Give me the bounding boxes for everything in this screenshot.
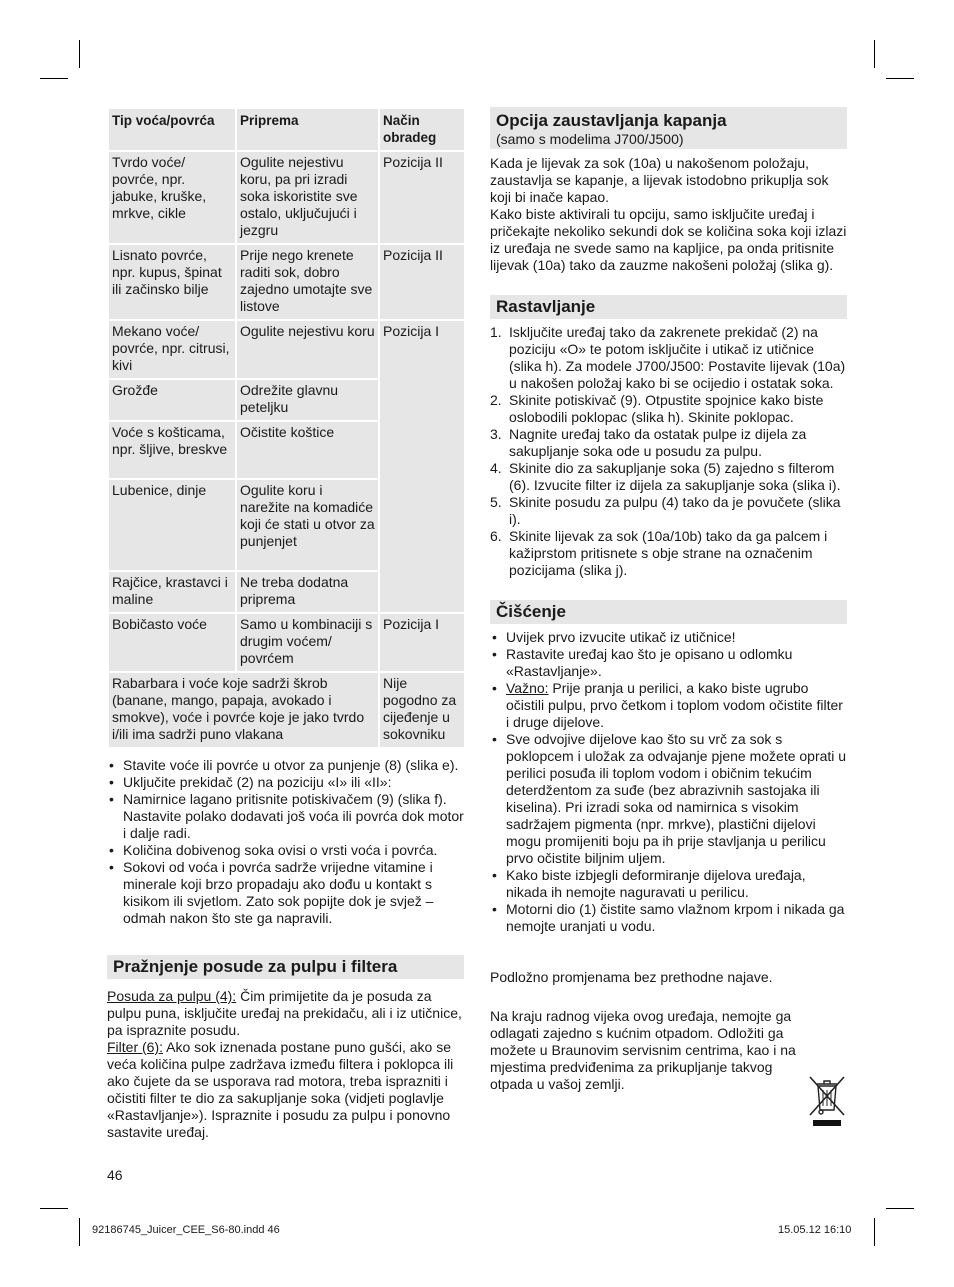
preparation-table xyxy=(107,107,466,749)
table-row xyxy=(108,244,465,320)
footer-date: 15.05.12 16:10 xyxy=(778,1224,852,1236)
table-cell: Pozicija I xyxy=(379,320,465,613)
table-cell: Nije pogodno za cijeđenje u sokovniku xyxy=(379,672,465,748)
filter-paragraph xyxy=(107,1039,464,1141)
step-number: 2. xyxy=(490,392,502,408)
left-column xyxy=(107,107,464,1141)
crop-mark xyxy=(874,40,875,68)
table-cell: Pozicija II xyxy=(379,244,465,320)
table-cell: Ogulite nejestivu koru xyxy=(236,320,379,379)
disposal-text: Na kraju radnog vijeka ovog uređaja, nemojte ga odlagati zajedno s kućnim otpadom. Odložiti ga možete u Braunovim servisnim centrima, kao i na mjestima predviđenima za prikupljanje takvog otpada u vašoj zemlji. xyxy=(490,1008,796,1092)
list-item xyxy=(490,528,847,579)
step-number: 1. xyxy=(490,324,502,340)
table-cell: Ne treba dodatna priprema xyxy=(236,571,379,613)
list-item: • Rastavite uređaj kao što je opisano u odlomku «Rastavljanje». xyxy=(490,646,847,680)
crop-mark xyxy=(886,78,914,79)
table-cell: Prije nego krenete raditi sok, dobro zajedno umotajte sve listove xyxy=(236,244,379,320)
step-number: 5. xyxy=(490,494,502,510)
step-text: Skinite posudu za pulpu (4) tako da je povučete (slika i). xyxy=(509,494,841,527)
table-cell: Odrežite glavnu peteljku xyxy=(236,379,379,421)
crop-mark xyxy=(874,1218,875,1246)
section-heading-disassembly: Rastavljanje xyxy=(490,295,847,319)
pulp-text: Čim primijetite da je posuda za pulpu puna, isključite uređaj na prekidaču, ali i iz utičnice, pa ispraznite posudu. xyxy=(107,988,462,1038)
crossed-out-wheelie-bin-icon xyxy=(807,1074,847,1128)
list-item: • Stavite voće ili povrće u otvor za punjenje (8) (slika e). xyxy=(107,757,464,774)
right-column xyxy=(490,107,847,1093)
table-cell: Samo u kombinaciji s drugim voćem/ povrćem xyxy=(236,613,379,672)
list-item: • Namirnice lagano pritisnite potiskivačem (9) (slika f). Nastavite polako dodavati još voća ili povrća dok motor i dalje radi. xyxy=(107,791,464,842)
list-item xyxy=(490,324,847,392)
crop-mark xyxy=(40,78,68,79)
table-cell: Bobičasto voće xyxy=(108,613,236,672)
step-number: 6. xyxy=(490,528,502,544)
usage-bullet-list xyxy=(107,757,464,927)
table-cell: Rajčice, krastavci i maline xyxy=(108,571,236,613)
list-item xyxy=(490,426,847,460)
list-item: • Kako biste izbjegli deformiranje dijelova uređaja, nikada ih nemojte naguravati u perilicu. xyxy=(490,867,847,901)
list-item: • Sve odvojive dijelove kao što su vrč za sok s poklopcem i uložak za odvajanje pjene možete oprati u perilici posuđa ili toplom vodom i običnim tekućim deterdžentom za suđe (bez abrazivnih sastojaka ili kiselina). Pri izradi soka od namirnica s visokim sadržajem pigmenta (npr. mrkve), plastični dijelovi mogu promijeniti boju pa ih prije stavljanja u perilicu prvo očistite biljnim uljem. xyxy=(490,731,847,867)
table-header-row xyxy=(108,108,465,151)
page-number: 46 xyxy=(107,1167,123,1183)
table-cell: Očistite koštice xyxy=(236,421,379,479)
list-item xyxy=(490,460,847,494)
step-number: 3. xyxy=(490,426,502,442)
table-row xyxy=(108,320,465,379)
table-cell: Voće s košticama, npr. šljive, breskve xyxy=(108,421,236,479)
step-text: Isključite uređaj tako da zakrenete prekidač (2) na poziciju «O» te potom isključite i utikač iz utičnice (slika h). Za modele J700/J500: Postavite lijevak (10a) u nakošen položaj kako bi se ocijedio i ostatak soka. xyxy=(509,324,846,391)
section-heading-cleaning: Čišćenje xyxy=(490,600,847,624)
step-text: Skinite potiskivač (9). Otpustite spojnice kako biste oslobodili poklopac (slika h). Skinite poklopac. xyxy=(509,392,824,425)
footer-file-name: 92186745_Juicer_CEE_S6-80.indd 46 xyxy=(92,1224,280,1236)
table-header: Način obradeg xyxy=(379,108,465,151)
drip-paragraph: Kada je lijevak za sok (10a) u nakošenom položaju, zaustavlja se kapanje, a lijevak istodobno prikuplja sok koji bi inače kapao. xyxy=(490,155,829,205)
step-text: Skinite dio za sakupljanje soka (5) zajedno s filterom (6). Izvucite filter iz dijela za sakupljanje soka (slika i). xyxy=(509,460,841,493)
table-header: Tip voća/povrća xyxy=(108,108,236,151)
section-heading-drip xyxy=(490,107,847,149)
list-item: • Uključite prekidač (2) na poziciju «I» ili «II»: xyxy=(107,774,464,791)
drip-paragraph: Kako biste aktivirali tu opciju, samo isključite uređaj i pričekajte nekoliko sekundi dok se količina soka koji izlazi iz uređaja ne svede samo na kapljice, pa onda pritisnite lijevak (10a) tako da zauzme nakošeni položaj (slika g). xyxy=(490,206,847,273)
table-cell: Tvrdo voće/ povrće, npr. jabuke, kruške, mrkve, cikle xyxy=(108,151,236,244)
drip-subtitle: (samo s modelima J700/J500) xyxy=(496,131,684,147)
list-item xyxy=(490,680,847,731)
table-cell: Lubenice, dinje xyxy=(108,479,236,571)
list-item: • Sokovi od voća i povrća sadrže vrijedne vitamine i minerale koji brzo propadaju ako dođu u kontakt s kisikom ili svjetlom. Zato sok popijte dok je svjež – odmah nakon što ste ga napravili. xyxy=(107,859,464,927)
filter-text: Ako sok iznenada postane puno gušći, ako se veća količina pulpe zadržava između filtera i poklopca ili ako čujete da se usporava rad motora, treba isprazniti i očistiti filter te dio za sakupljanje soka (vidjeti poglavlje «Rastavljanje»). Ispraznite i posudu za pulpu i ponovno sastavite uređaj. xyxy=(107,1039,454,1140)
list-item: • Motorni dio (1) čistite samo vlažnom krpom i nikada ga nemojte uranjati u vodu. xyxy=(490,901,847,935)
filter-label: Filter (6): xyxy=(107,1039,163,1055)
pulp-label: Posuda za pulpu (4): xyxy=(107,988,237,1004)
table-cell: Pozicija I xyxy=(379,613,465,672)
crop-mark xyxy=(79,1218,80,1246)
table-cell: Ogulite nejestivu koru, pa pri izradi soka iskoristite sve ostalo, uključujući i jezgru xyxy=(236,151,379,244)
list-item: • Količina dobivenog soka ovisi o vrsti voća i povrća. xyxy=(107,842,464,859)
list-item xyxy=(490,494,847,528)
list-item: • Uvijek prvo izvucite utikač iz utičnice! xyxy=(490,629,847,646)
pulp-paragraph xyxy=(107,988,464,1039)
table-cell: Grožđe xyxy=(108,379,236,421)
list-item xyxy=(490,392,847,426)
table-header: Priprema xyxy=(236,108,379,151)
step-text: Nagnite uređaj tako da ostatak pulpe iz dijela za sakupljanje soka ode u posudu za pulpu. xyxy=(509,426,807,459)
step-number: 4. xyxy=(490,460,502,476)
table-row xyxy=(108,672,465,748)
disassembly-steps xyxy=(490,324,847,579)
section-heading-pulp: Pražnjenje posude za pulpu i filtera xyxy=(107,955,464,979)
table-cell: Pozicija II xyxy=(379,151,465,244)
table-cell: Rabarbara i voće koje sadrži škrob (banane, mango, papaja, avokado i smokve), voće i povrće koje je jako tvrdo i/ili ima sadrži puno vlakana xyxy=(108,672,379,748)
table-cell: Lisnato povrće, npr. kupus, špinat ili začinsko bilje xyxy=(108,244,236,320)
step-text: Skinite lijevak za sok (10a/10b) tako da ga palcem i kažiprstom pritisnete s obje strane na označenim pozicijama (slika j). xyxy=(509,528,828,578)
table-cell: Mekano voće/ povrće, npr. citrusi, kivi xyxy=(108,320,236,379)
table-row xyxy=(108,151,465,244)
crop-mark xyxy=(40,1208,68,1209)
crop-mark xyxy=(79,40,80,68)
change-notice: Podložno promjenama bez prethodne najave. xyxy=(490,969,773,985)
important-text: Prije pranja u perilici, a kako biste ugrubo očistili pulpu, prvo četkom i toplom vodom očistite filter i druge dijelove. xyxy=(506,680,843,730)
drip-title: Opcija zaustavljanja kapanja xyxy=(496,111,727,130)
crop-mark xyxy=(886,1208,914,1209)
cleaning-bullet-list xyxy=(490,629,847,935)
important-label: Važno: xyxy=(506,680,549,696)
table-cell: Ogulite koru i narežite na komadiće koji će stati u otvor za punjenjet xyxy=(236,479,379,571)
table-row xyxy=(108,613,465,672)
